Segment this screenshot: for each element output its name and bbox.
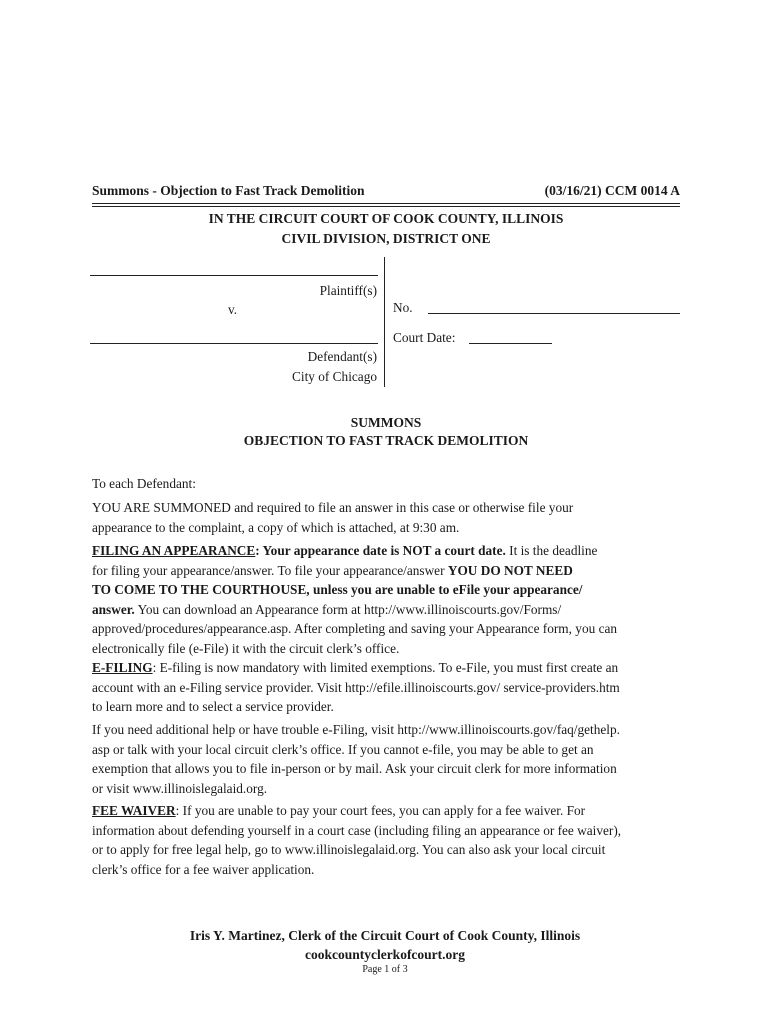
fee-line-3: or to apply for free legal help, go to www.illinoislegalaid.org. You can also ask your local circuit: [92, 842, 606, 858]
filing-line-4a: answer.: [92, 601, 135, 617]
summoned-paragraph: [92, 498, 690, 537]
filing-line-3: TO COME TO THE COURTHOUSE, unless you are unable to eFile your appearance/: [92, 582, 583, 598]
efiling-line-2: account with an e-Filing service provider. Visit http://efile.illinoiscourts.gov/ service-providers.htm: [92, 679, 620, 695]
versus-label: v.: [228, 302, 238, 317]
filing-line-2a: for filing your appearance/answer. To file your appearance/answer: [92, 562, 448, 578]
defendant-label: Defendant(s): [307, 349, 377, 364]
help-line-4: or visit www.illinoislegalaid.org.: [92, 780, 268, 796]
filing-text-1: It is the deadline: [505, 543, 598, 558]
case-no-field[interactable]: [428, 313, 680, 314]
help-line-1: If you need additional help or have trouble e-Filing, visit http://www.illinoiscourts.gov/faq/gethelp.: [92, 722, 620, 737]
help-paragraph: [92, 720, 690, 798]
page-number: Page 1 of 3: [362, 964, 408, 975]
header-rule-top: [92, 203, 680, 204]
fee-line-2: information about defending yourself in a court case (including filing an appearance or fee waiver),: [92, 822, 622, 838]
help-line-2: asp or talk with your local circuit clerk’s office. If you cannot e-file, you may be able to get an: [92, 741, 594, 757]
greeting-text: To each Defendant:: [92, 476, 196, 491]
court-date-field[interactable]: [469, 343, 552, 344]
filing-line-6: electronically file (e-File) it with the circuit clerk’s office.: [92, 640, 400, 656]
filing-line-2b: YOU DO NOT NEED: [447, 562, 573, 578]
filing-heading: FILING AN APPEARANCE: [92, 543, 256, 558]
court-date-label: Court Date:: [393, 330, 456, 345]
defendant-line[interactable]: [90, 343, 378, 344]
filing-line-5: approved/procedures/appearance.asp. After completing and saving your Appearance form, you can: [92, 621, 618, 637]
header-rule-bottom: [92, 206, 680, 207]
defendant-name: City of Chicago: [292, 369, 377, 384]
form-code: (03/16/21) CCM 0014 A: [544, 183, 680, 198]
efiling-paragraph: [92, 658, 690, 717]
help-line-3: exemption that allows you to file in-person or by mail. Ask your circuit clerk for more information: [92, 761, 617, 777]
court-division: CIVIL DIVISION, DISTRICT ONE: [281, 231, 491, 246]
clerk-signature-line: Iris Y. Martinez, Clerk of the Circuit Court of Cook County, Illinois: [189, 928, 581, 943]
filing-line-4b: You can download an Appearance form at http://www.illinoiscourts.gov/Forms/: [134, 601, 562, 617]
summons-title: SUMMONS: [350, 415, 422, 430]
summoned-line-1: YOU ARE SUMMONED and required to file an answer in this case or otherwise file your: [92, 500, 574, 515]
fee-line-1: : If you are unable to pay your court fees, you can apply for a fee waiver. For: [175, 803, 586, 818]
case-no-label: No.: [393, 300, 413, 315]
clerk-website[interactable]: cookcountyclerkofcourt.org: [304, 947, 466, 962]
plaintiff-label: Plaintiff(s): [319, 283, 377, 298]
greeting: [92, 474, 690, 494]
fee-paragraph: [92, 801, 690, 879]
efiling-line-3: to learn more and to select a service provider.: [92, 699, 334, 715]
summoned-line-2: appearance to the complaint, a copy of which is attached, at 9:30 am.: [92, 519, 460, 535]
plaintiff-line[interactable]: [90, 275, 378, 276]
efiling-heading: E-FILING: [92, 660, 153, 675]
summons-subtitle: OBJECTION TO FAST TRACK DEMOLITION: [243, 433, 529, 448]
efiling-line-1: : E-filing is now mandatory with limited exemptions. To e-File, you must first create an: [152, 660, 619, 675]
filing-paragraph: [92, 541, 690, 659]
filing-bold-1: : Your appearance date is NOT a court date.: [255, 543, 506, 558]
court-name: IN THE CIRCUIT COURT OF COOK COUNTY, ILLINOIS: [208, 211, 564, 226]
caption-divider: [384, 257, 385, 387]
form-title: Summons - Objection to Fast Track Demolition: [92, 183, 365, 198]
fee-line-4: clerk’s office for a fee waiver application.: [92, 861, 315, 877]
fee-heading: FEE WAIVER: [92, 803, 176, 818]
